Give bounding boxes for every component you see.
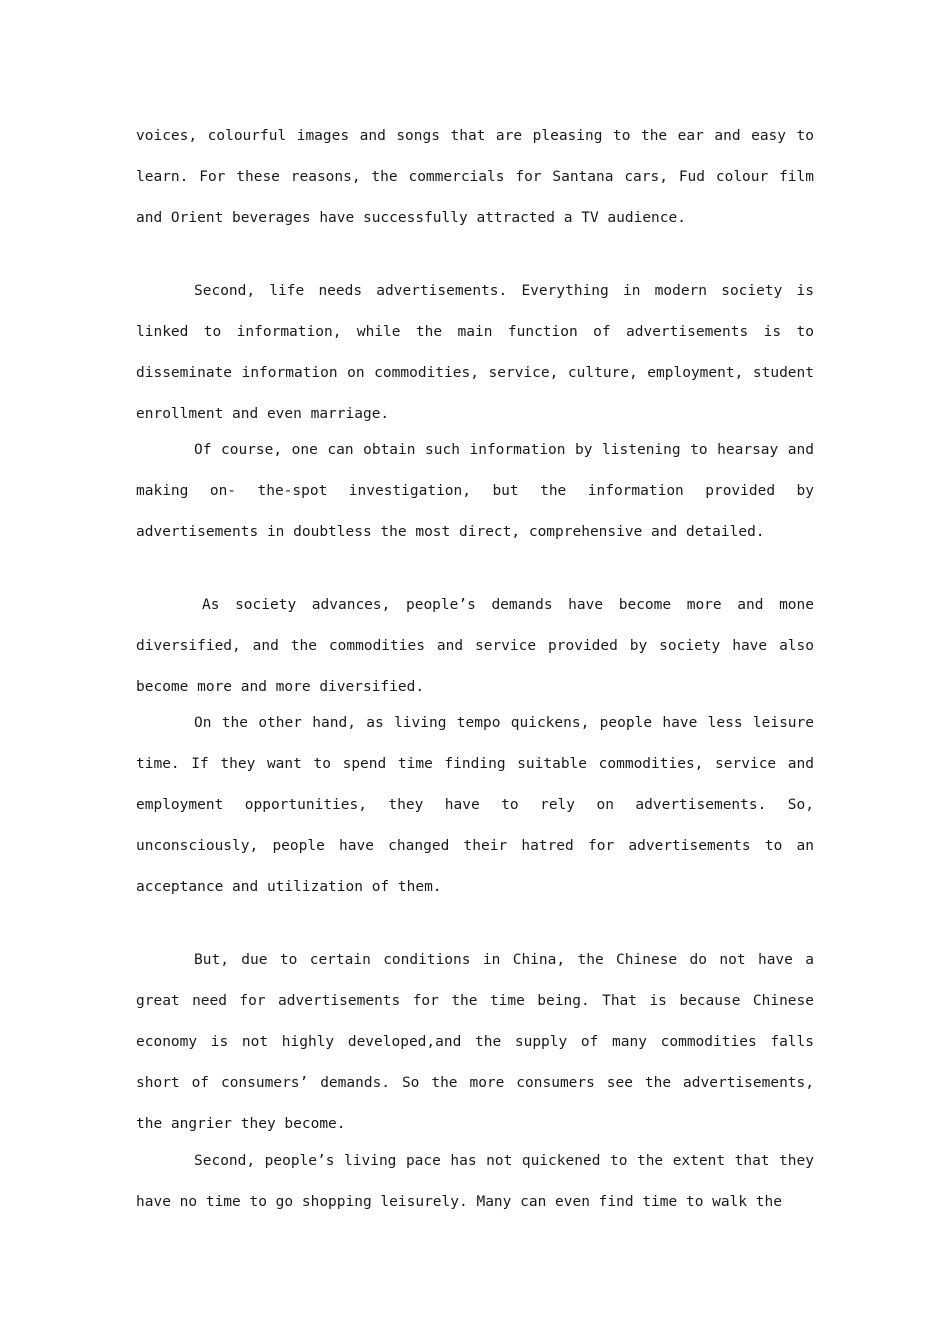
- text-section-2: [136, 271, 814, 435]
- text-section-3: [136, 430, 814, 553]
- paragraph-6: But, due to certain conditions in China, the Chinese do not have a great need for advertisements for the time being. That is because Chinese economy is not highly developed,and the supply of many commodities falls short of consumers’ demands. So the more consumers see the advertisements, the angrier they become.: [136, 952, 814, 1132]
- paragraph-3: Of course, one can obtain such information by listening to hearsay and making on- the-spot investigation, but the information provided by advertisements in doubtless the most direct, comprehensive and detailed.: [136, 442, 814, 540]
- text-section-5: [136, 703, 814, 908]
- text-section-6: [136, 940, 814, 1145]
- paragraph-1: voices, colourful images and songs that are pleasing to the ear and easy to learn. For these reasons, the commercials for Santana cars, Fud colour film and Orient beverages have successfully attracted a TV audience.: [136, 128, 814, 226]
- paragraph-5: On the other hand, as living tempo quickens, people have less leisure time. If they want to spend time finding suitable commodities, service and employment opportunities, they have to rely on advertisements. So, unconsciously, people have changed their hatred for advertisements to an acceptance and utilization of them.: [136, 715, 814, 895]
- paragraph-2: Second, life needs advertisements. Everything in modern society is linked to information, while the main function of advertisements is to disseminate information on commodities, service, culture, employment, student enrollment and even marriage.: [136, 283, 814, 422]
- text-section-1: [136, 116, 814, 239]
- text-section-7: [136, 1141, 814, 1223]
- text-section-4: [136, 585, 814, 708]
- paragraph-7: Second, people’s living pace has not quickened to the extent that they have no time to go shopping leisurely. Many can even find time to walk the: [136, 1153, 814, 1210]
- paragraph-4: As society advances, people’s demands have become more and mone diversified, and the commodities and service provided by society have also become more and more diversified.: [136, 597, 814, 695]
